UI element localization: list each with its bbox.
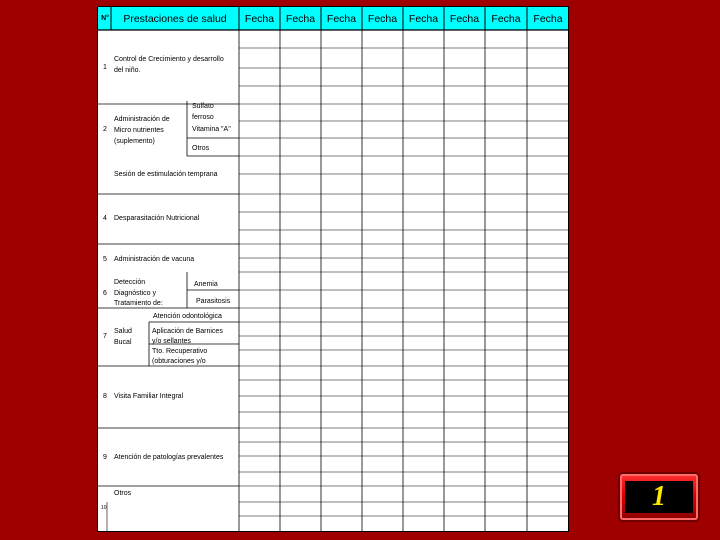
row-4-label: Desparasitación Nutricional xyxy=(114,215,200,222)
row-1-number: 1 xyxy=(103,64,107,71)
row-7-sub-odontologica: Atención odontológica xyxy=(153,313,222,320)
row-5-number: 5 xyxy=(103,256,107,263)
page-number-badge xyxy=(620,474,698,520)
header-date-6: Fecha xyxy=(449,13,480,25)
header-date-8: Fecha xyxy=(533,13,563,25)
row-1-label-line2: del niño. xyxy=(114,67,141,74)
row-8-label: Visita Familiar Integral xyxy=(114,393,184,400)
health-services-form xyxy=(97,6,569,532)
row-9-label: Atención de patologías prevalentes xyxy=(114,454,224,461)
row-2-sub-sulfato-line2: ferroso xyxy=(192,114,214,121)
header-date-4: Fecha xyxy=(367,13,398,25)
row-2-sub-sulfato-line1: Sulfato xyxy=(192,103,214,110)
row-6-sub-anemia: Anemia xyxy=(194,281,218,288)
row-7-label-line1: Salud xyxy=(114,328,132,335)
row-2-label-line1: Administración de xyxy=(114,116,170,123)
row-2-sub-otros: Otros xyxy=(192,145,210,152)
row-2-sub-vitamina: Vitamina "A" xyxy=(192,126,231,133)
row-7-sub-barnices-line2: y/o sellantes xyxy=(152,338,191,345)
header-title: Prestaciones de salud xyxy=(123,13,227,25)
row-2-label-line3: (suplemento) xyxy=(114,138,155,145)
header-date-7: Fecha xyxy=(491,13,521,25)
row-7-sub-barnices-line1: Aplicación de Barnices xyxy=(152,328,223,335)
row-8-number: 8 xyxy=(103,393,107,400)
row-6-sub-parasitosis: Parasitosis xyxy=(196,298,231,305)
row-9-number: 9 xyxy=(103,454,107,461)
row-1-label-line1: Control de Crecimiento y desarrollo xyxy=(114,56,224,63)
header-date-3: Fecha xyxy=(326,13,357,25)
page-number: 1 xyxy=(625,481,693,513)
header-date-1: Fecha xyxy=(244,13,275,25)
row-10-number: 10 xyxy=(101,505,107,511)
row-5-label: Administración de vacuna xyxy=(114,256,195,263)
row-6-label-line3: Tratamiento de: xyxy=(114,300,163,307)
row-3-label: Sesión de estimulación temprana xyxy=(114,171,218,178)
row-4-number: 4 xyxy=(103,215,107,222)
row-2-label-line2: Micro nutrientes xyxy=(114,127,164,134)
row-7-number: 7 xyxy=(103,333,107,340)
header-date-5: Fecha xyxy=(408,13,439,25)
row-10-label: Otros xyxy=(114,490,132,497)
row-7-sub-recuperativo-line1: Tto. Recuperativo xyxy=(152,348,208,355)
row-6-number: 6 xyxy=(103,290,107,297)
row-6-label-line2: Diagnóstico y xyxy=(114,290,157,297)
row-2-number: 2 xyxy=(103,126,107,133)
header-date-2: Fecha xyxy=(285,13,316,25)
header-number-label: N° xyxy=(101,15,109,22)
row-6-label-line1: Detección xyxy=(114,279,146,286)
row-7-label-line2: Bucal xyxy=(114,339,132,346)
row-7-sub-recuperativo-line2: (obturaciones y/o xyxy=(152,358,206,365)
